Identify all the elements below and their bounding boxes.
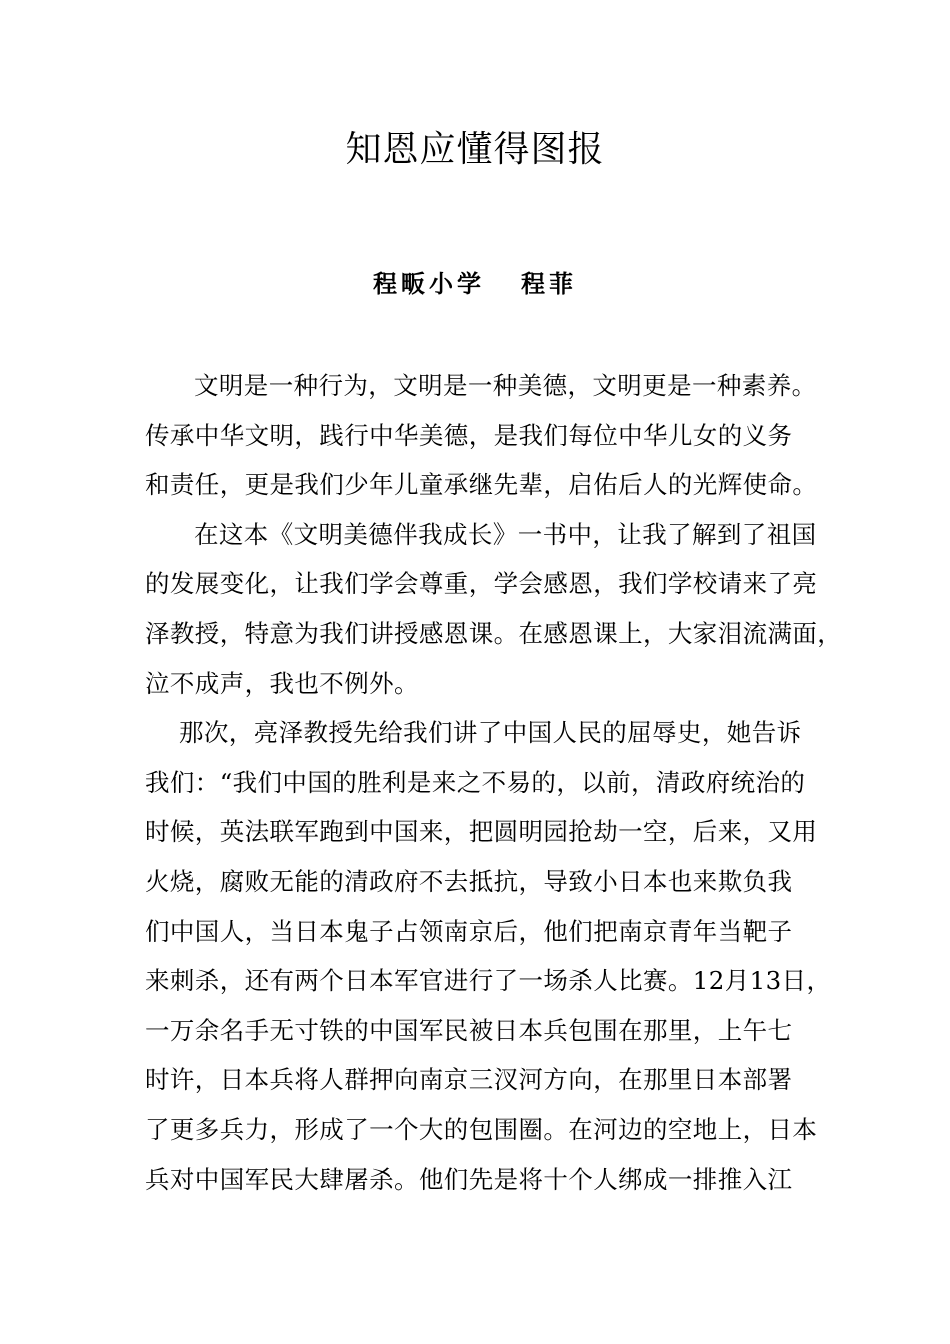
byline-school: 程畈小学 <box>373 269 485 298</box>
text-line: 时许，日本兵将人群押向南京三汊河方向，在那里日本部署 <box>145 1065 793 1095</box>
text-line: 泽教授，特意为我们讲授感恩课。在感恩课上，大家泪流满面， <box>145 618 843 648</box>
text-line: 一万余名手无寸铁的中国军民被日本兵包围在那里，上午七 <box>145 1015 793 1045</box>
text-line: 时候，英法联军跑到中国来，把圆明园抢劫一空，后来，又用 <box>145 817 818 847</box>
text-line: 我们：“我们中国的胜利是来之不易的，以前，清政府统治的 <box>145 767 806 797</box>
byline <box>0 266 950 302</box>
text-line: 那次，亮泽教授先给我们讲了中国人民的屈辱史，她告诉 <box>179 718 802 748</box>
text-line: 了更多兵力，形成了一个大的包围圈。在河边的空地上，日本 <box>145 1114 818 1144</box>
text-line: 文明是一种行为，文明是一种美德，文明更是一种素养。 <box>194 371 817 400</box>
text-line: 兵对中国军民大肆屠杀。他们先是将十个人绑成一排推入江 <box>145 1164 793 1194</box>
text-line: 在这本《文明美德伴我成长》一书中，让我了解到了祖国 <box>194 519 817 549</box>
text-line: 和责任，更是我们少年儿童承继先辈，启佑后人的光辉使命。 <box>145 470 818 500</box>
text-line: 们中国人，当日本鬼子占领南京后，他们把南京青年当靶子 <box>145 916 793 946</box>
text-line: 传承中华文明，践行中华美德，是我们每位中华儿女的义务 <box>145 420 793 450</box>
text-line: 火烧，腐败无能的清政府不去抵抗，导致小日本也来欺负我 <box>145 866 793 896</box>
byline-author: 程菲 <box>521 269 577 298</box>
body-text <box>145 366 843 1209</box>
text-line: 来刺杀，还有两个日本军官进行了一场杀人比赛。12月13日， <box>145 966 832 996</box>
text-line: 的发展变化，让我们学会尊重，学会感恩，我们学校请来了亮 <box>145 569 818 599</box>
document-title: 知恩应懂得图报 <box>345 129 605 170</box>
text-line: 泣不成声，我也不例外。 <box>145 668 419 698</box>
